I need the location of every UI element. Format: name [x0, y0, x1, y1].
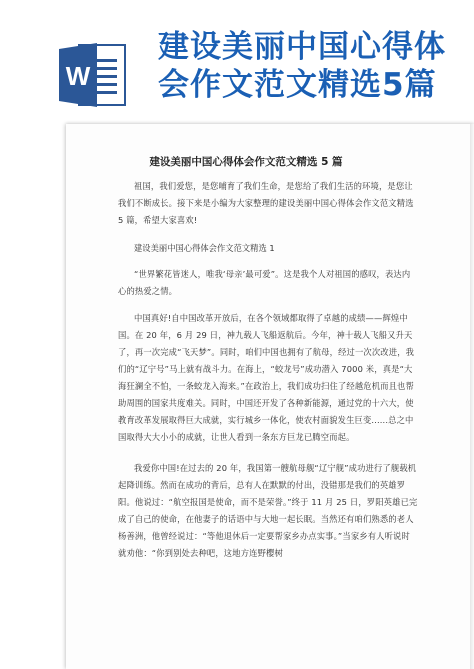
document-title: 建设美丽中国心得体会作文范文精选 5 篇: [149, 156, 343, 168]
section-subheading: 建设美丽中国心得体会作文范文精选 1: [134, 243, 275, 253]
word-document-icon: [57, 39, 129, 111]
banner: [0, 0, 474, 122]
paragraph-1: “世界繁花皆迷人，唯我‘母亲’最可爱”。这是我个人对祖国的感叹，表达内心的热爱之情。: [118, 269, 411, 296]
banner-title: 建设美丽中国心得体会作文范文精选5篇: [158, 29, 446, 103]
document-page: [66, 124, 474, 669]
paragraph-intro: 祖国，我们爱您，是您哺育了我们生命，是您给了我们生活的环境，是您让我们不断成长。接下来是小编为大家整理的建设美丽中国心得体会作文范文精选 5 篇，希望大家喜欢!: [118, 181, 414, 225]
svg-text:W: W: [65, 61, 91, 91]
paragraph-3: 我爱你中国!在过去的 20 年，我国第一艘航母舰“辽宁舰”成功进行了舰载机起降训练。然而在成功的背后，总有人在默默的付出，没错那是我们的英雄罗阳。他说过：“航空报国是使命，而不是荣誉。”终于 11 月 25 日，罗阳英雄已完成了自己的使命，在他妻子的话语中与大地一起长眠。当然还有咱们熟悉的老人杨善洲，他曾经说过：“等他退休后一定要帮家乡办点实事。”当家乡有人听说时就劝他：“你到别处去种吧，这地方连野樱树: [118, 463, 418, 558]
paragraph-2: 中国真好!自中国改革开放后，在各个领域都取得了卓越的成绩——辉煌中国。在 20 年，6 月 29 日，神九载人飞船返航后。今年，神十载人飞船又升天了，再一次完成“飞天梦”。同时，咱们中国也拥有了航母，经过一次次改进，我们的“辽宁号”马上就有战斗力。在海上，“蛟龙号”成功潜入 7000 米，真是“大海狂澜全不怕，一条蛟龙入海来。”在政治上，我们成功扫住了经越危机而且也帮助周围的国家共度难关。同时，中国还开发了各种新能源，通过党的十六大，使教育改革发展取得巨大成就，实行城乡一体化，使农村面貌发生巨变......总之中国取得大大小小的成就，让世人看到一条东方巨龙已腾空而起。: [118, 313, 415, 442]
page-edge: [470, 124, 474, 669]
